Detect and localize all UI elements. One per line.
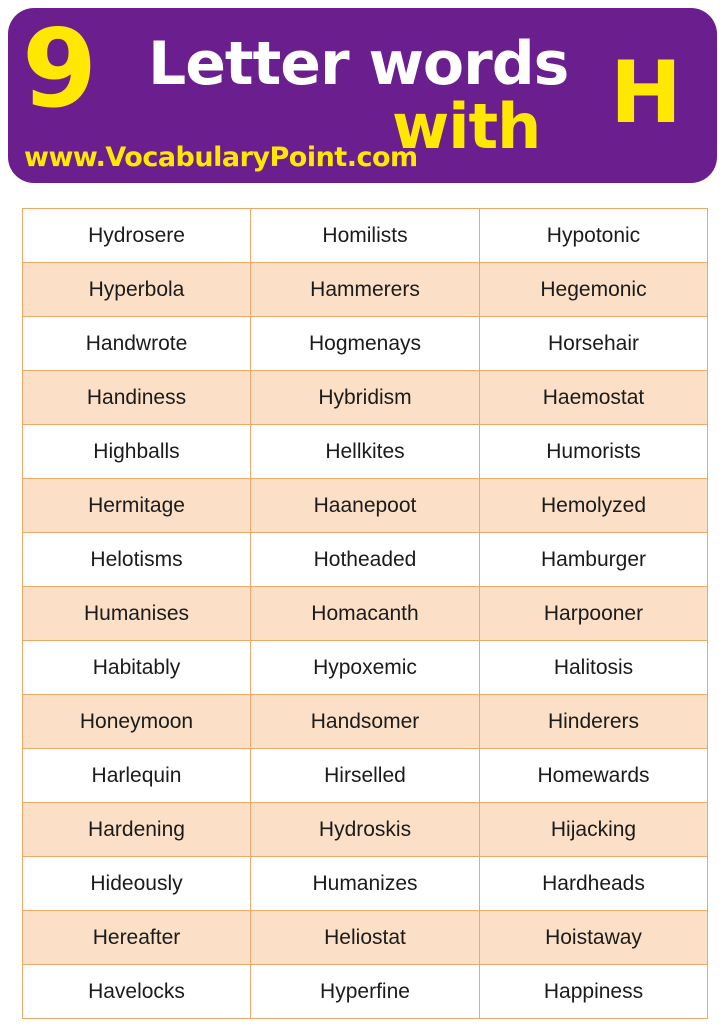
table-row <box>23 371 708 425</box>
words-table-body <box>23 209 708 1019</box>
header-banner <box>8 8 717 183</box>
word-cell: Horsehair <box>480 317 708 371</box>
word-cell: Hellkites <box>251 425 480 479</box>
word-cell: Hydroskis <box>251 803 480 857</box>
word-cell: Habitably <box>23 641 251 695</box>
title-letter-h: H <box>610 43 682 143</box>
word-cell: Hirselled <box>251 749 480 803</box>
word-cell: Handwrote <box>23 317 251 371</box>
table-row <box>23 695 708 749</box>
word-cell: Hardening <box>23 803 251 857</box>
word-cell: Hamburger <box>480 533 708 587</box>
word-cell: Hardheads <box>480 857 708 911</box>
word-cell: Hegemonic <box>480 263 708 317</box>
word-cell: Homacanth <box>251 587 480 641</box>
word-cell: Homewards <box>480 749 708 803</box>
word-cell: Hotheaded <box>251 533 480 587</box>
word-cell: Hyperfine <box>251 965 480 1019</box>
words-table <box>22 208 708 1019</box>
table-row <box>23 857 708 911</box>
word-cell: Hermitage <box>23 479 251 533</box>
table-row <box>23 479 708 533</box>
word-cell: Honeymoon <box>23 695 251 749</box>
word-cell: Harlequin <box>23 749 251 803</box>
table-row <box>23 641 708 695</box>
word-length-number: 9 <box>22 8 96 132</box>
table-row <box>23 965 708 1019</box>
site-url: www.VocabularyPoint.com <box>24 142 418 173</box>
word-cell: Haemostat <box>480 371 708 425</box>
word-cell: Happiness <box>480 965 708 1019</box>
word-cell: Hideously <box>23 857 251 911</box>
table-row <box>23 587 708 641</box>
word-cell: Hereafter <box>23 911 251 965</box>
table-row <box>23 749 708 803</box>
header-banner-inner <box>8 8 717 183</box>
word-cell: Humanizes <box>251 857 480 911</box>
word-cell: Hypotonic <box>480 209 708 263</box>
table-row <box>23 803 708 857</box>
word-cell: Humorists <box>480 425 708 479</box>
word-cell: Homilists <box>251 209 480 263</box>
word-cell: Hyperbola <box>23 263 251 317</box>
word-cell: Haanepoot <box>251 479 480 533</box>
table-row <box>23 209 708 263</box>
word-cell: Handiness <box>23 371 251 425</box>
word-cell: Hybridism <box>251 371 480 425</box>
word-cell: Heliostat <box>251 911 480 965</box>
word-cell: Hoistaway <box>480 911 708 965</box>
title-with-text: with <box>392 90 541 163</box>
word-cell: Highballs <box>23 425 251 479</box>
word-cell: Halitosis <box>480 641 708 695</box>
word-cell: Hemolyzed <box>480 479 708 533</box>
word-cell: Handsomer <box>251 695 480 749</box>
table-row <box>23 533 708 587</box>
word-cell: Hogmenays <box>251 317 480 371</box>
page-title: Letter words <box>148 29 569 99</box>
table-row <box>23 911 708 965</box>
word-cell: Harpooner <box>480 587 708 641</box>
page-root <box>0 8 725 1032</box>
word-cell: Hypoxemic <box>251 641 480 695</box>
table-row <box>23 425 708 479</box>
word-cell: Hammerers <box>251 263 480 317</box>
word-cell: Hinderers <box>480 695 708 749</box>
word-cell: Helotisms <box>23 533 251 587</box>
word-cell: Havelocks <box>23 965 251 1019</box>
table-row <box>23 317 708 371</box>
word-cell: Hydrosere <box>23 209 251 263</box>
table-row <box>23 263 708 317</box>
word-cell: Humanises <box>23 587 251 641</box>
word-cell: Hijacking <box>480 803 708 857</box>
